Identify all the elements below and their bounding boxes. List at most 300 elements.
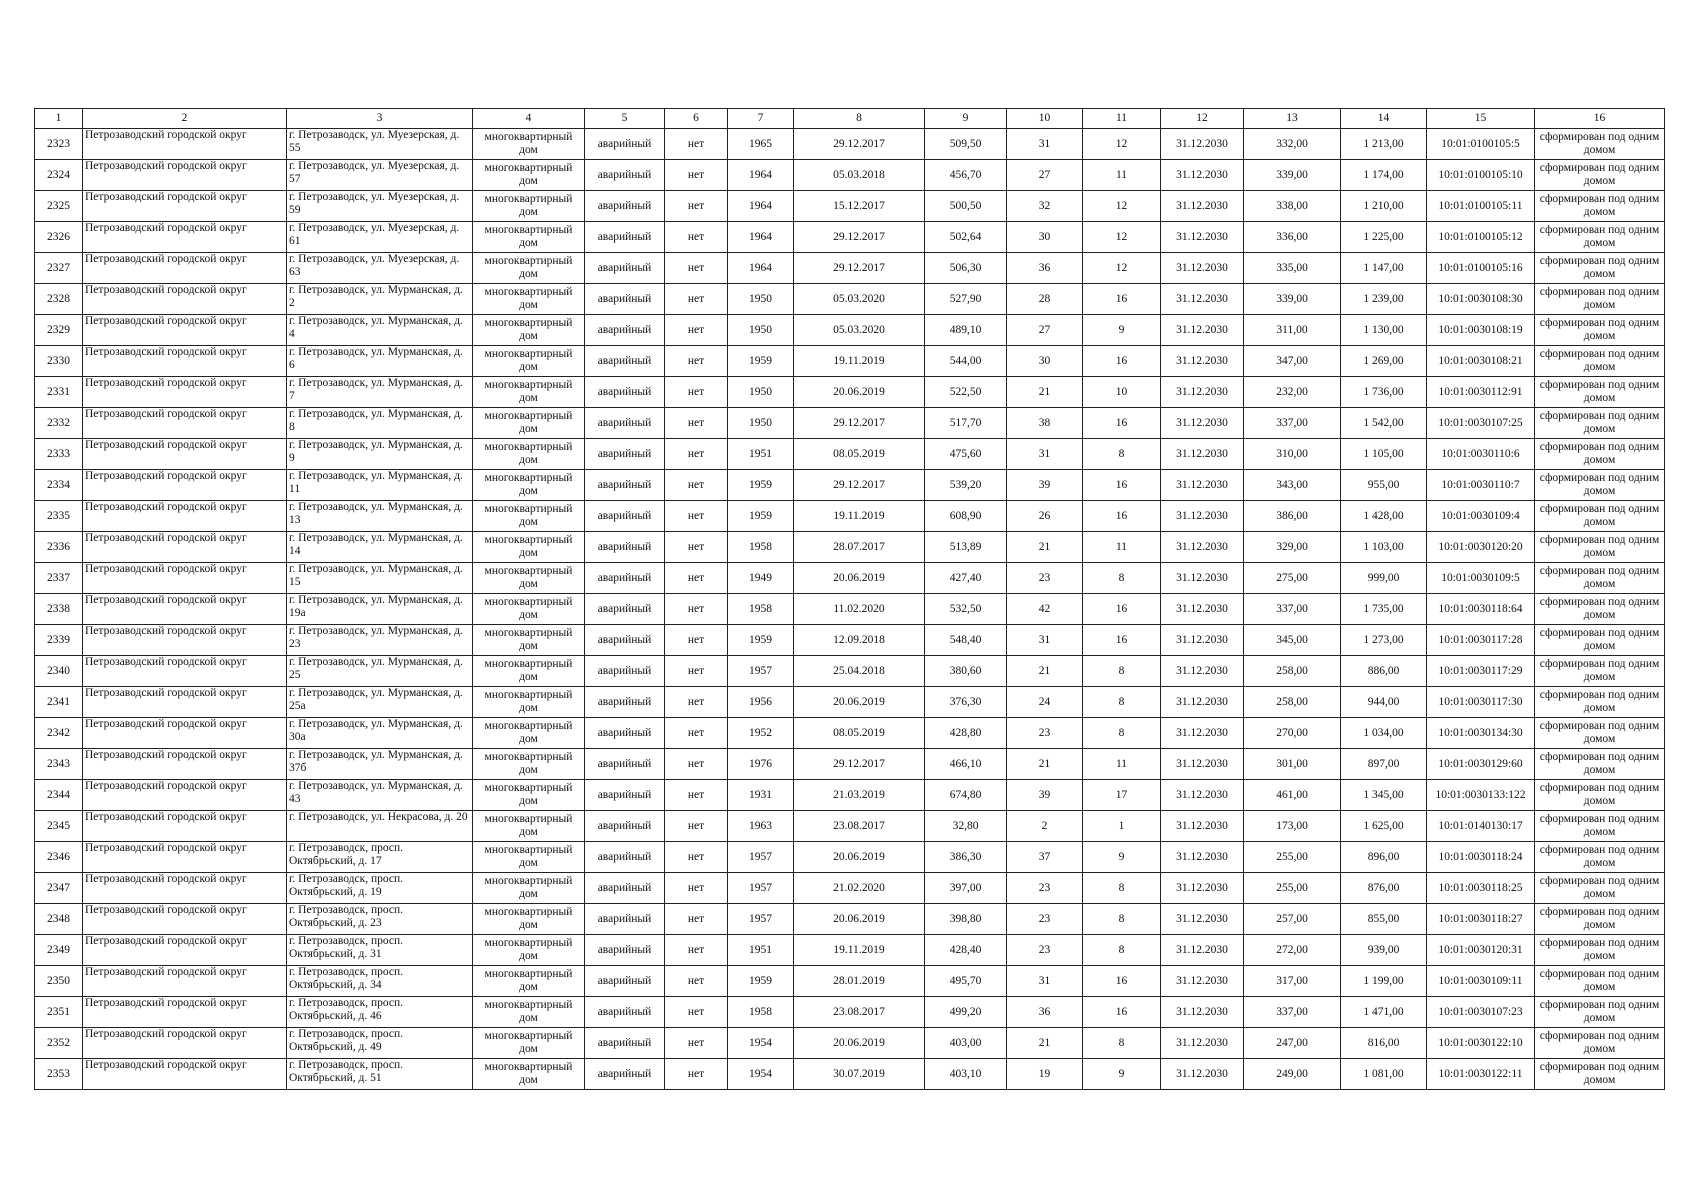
municipality-cell: Петрозаводский городской округ bbox=[83, 346, 287, 377]
building-type-cell: многоквартирный дом bbox=[473, 997, 585, 1028]
decision-date-cell: 29.12.2017 bbox=[794, 253, 925, 284]
condition-cell: аварийный bbox=[585, 966, 665, 997]
column-header: 1 bbox=[35, 109, 83, 129]
area-cell: 548,40 bbox=[925, 625, 1007, 656]
address-cell: г. Петрозаводск, просп. Октябрьский, д. 17 bbox=[287, 842, 473, 873]
apartments-cell: 16 bbox=[1083, 501, 1161, 532]
municipality-cell: Петрозаводский городской округ bbox=[83, 253, 287, 284]
municipality-cell: Петрозаводский городской округ bbox=[83, 594, 287, 625]
value-cell: 258,00 bbox=[1244, 656, 1341, 687]
address-cell: г. Петрозаводск, ул. Мурманская, д. 15 bbox=[287, 563, 473, 594]
apartments-cell: 11 bbox=[1083, 532, 1161, 563]
municipality-cell: Петрозаводский городской округ bbox=[83, 997, 287, 1028]
municipality-cell: Петрозаводский городской округ bbox=[83, 191, 287, 222]
status-cell: нет bbox=[665, 811, 728, 842]
municipality-cell: Петрозаводский городской округ bbox=[83, 160, 287, 191]
condition-cell: аварийный bbox=[585, 253, 665, 284]
value-cell: 232,00 bbox=[1244, 377, 1341, 408]
address-cell: г. Петрозаводск, ул. Мурманская, д. 25 bbox=[287, 656, 473, 687]
cadastral-number-cell: 10:01:0030108:19 bbox=[1427, 315, 1535, 346]
condition-cell: аварийный bbox=[585, 811, 665, 842]
cadastral-number-cell: 10:01:0100105:11 bbox=[1427, 191, 1535, 222]
value-cell: 461,00 bbox=[1244, 780, 1341, 811]
build-year-cell: 1964 bbox=[728, 222, 794, 253]
area-cell: 522,50 bbox=[925, 377, 1007, 408]
table-row bbox=[35, 563, 1665, 594]
condition-cell: аварийный bbox=[585, 408, 665, 439]
build-year-cell: 1959 bbox=[728, 501, 794, 532]
area-cell: 527,90 bbox=[925, 284, 1007, 315]
residents-cell: 30 bbox=[1007, 346, 1083, 377]
row-number-cell: 2327 bbox=[35, 253, 83, 284]
table-row bbox=[35, 997, 1665, 1028]
land-area-cell: 1 239,00 bbox=[1341, 284, 1427, 315]
land-area-cell: 1 103,00 bbox=[1341, 532, 1427, 563]
area-cell: 513,89 bbox=[925, 532, 1007, 563]
municipality-cell: Петрозаводский городской округ bbox=[83, 873, 287, 904]
build-year-cell: 1959 bbox=[728, 346, 794, 377]
condition-cell: аварийный bbox=[585, 625, 665, 656]
building-type-cell: многоквартирный дом bbox=[473, 1028, 585, 1059]
status-cell: нет bbox=[665, 780, 728, 811]
building-type-cell: многоквартирный дом bbox=[473, 408, 585, 439]
column-header: 8 bbox=[794, 109, 925, 129]
deadline-date-cell: 31.12.2030 bbox=[1161, 284, 1244, 315]
table-row bbox=[35, 935, 1665, 966]
address-cell: г. Петрозаводск, ул. Мурманская, д. 30а bbox=[287, 718, 473, 749]
land-area-cell: 1 130,00 bbox=[1341, 315, 1427, 346]
land-status-cell: сформирован под одним домом bbox=[1535, 873, 1665, 904]
address-cell: г. Петрозаводск, ул. Мурманская, д. 19а bbox=[287, 594, 473, 625]
area-cell: 506,30 bbox=[925, 253, 1007, 284]
condition-cell: аварийный bbox=[585, 315, 665, 346]
status-cell: нет bbox=[665, 222, 728, 253]
row-number-cell: 2323 bbox=[35, 129, 83, 160]
apartments-cell: 12 bbox=[1083, 191, 1161, 222]
area-cell: 502,64 bbox=[925, 222, 1007, 253]
value-cell: 257,00 bbox=[1244, 904, 1341, 935]
municipality-cell: Петрозаводский городской округ bbox=[83, 377, 287, 408]
cadastral-number-cell: 10:01:0100105:5 bbox=[1427, 129, 1535, 160]
address-cell: г. Петрозаводск, просп. Октябрьский, д. 19 bbox=[287, 873, 473, 904]
row-number-cell: 2347 bbox=[35, 873, 83, 904]
land-area-cell: 944,00 bbox=[1341, 687, 1427, 718]
decision-date-cell: 20.06.2019 bbox=[794, 1028, 925, 1059]
building-type-cell: многоквартирный дом bbox=[473, 439, 585, 470]
land-area-cell: 1 034,00 bbox=[1341, 718, 1427, 749]
apartments-cell: 9 bbox=[1083, 1059, 1161, 1090]
area-cell: 500,50 bbox=[925, 191, 1007, 222]
row-number-cell: 2340 bbox=[35, 656, 83, 687]
deadline-date-cell: 31.12.2030 bbox=[1161, 563, 1244, 594]
deadline-date-cell: 31.12.2030 bbox=[1161, 904, 1244, 935]
table-row bbox=[35, 191, 1665, 222]
land-status-cell: сформирован под одним домом bbox=[1535, 563, 1665, 594]
cadastral-number-cell: 10:01:0030108:21 bbox=[1427, 346, 1535, 377]
decision-date-cell: 30.07.2019 bbox=[794, 1059, 925, 1090]
residents-cell: 21 bbox=[1007, 656, 1083, 687]
value-cell: 337,00 bbox=[1244, 594, 1341, 625]
row-number-cell: 2326 bbox=[35, 222, 83, 253]
building-type-cell: многоквартирный дом bbox=[473, 470, 585, 501]
cadastral-number-cell: 10:01:0030108:30 bbox=[1427, 284, 1535, 315]
address-cell: г. Петрозаводск, просп. Октябрьский, д. 34 bbox=[287, 966, 473, 997]
value-cell: 345,00 bbox=[1244, 625, 1341, 656]
build-year-cell: 1958 bbox=[728, 997, 794, 1028]
cadastral-number-cell: 10:01:0100105:12 bbox=[1427, 222, 1535, 253]
address-cell: г. Петрозаводск, ул. Мурманская, д. 9 bbox=[287, 439, 473, 470]
area-cell: 475,60 bbox=[925, 439, 1007, 470]
condition-cell: аварийный bbox=[585, 160, 665, 191]
decision-date-cell: 25.04.2018 bbox=[794, 656, 925, 687]
land-status-cell: сформирован под одним домом bbox=[1535, 594, 1665, 625]
row-number-cell: 2348 bbox=[35, 904, 83, 935]
decision-date-cell: 29.12.2017 bbox=[794, 129, 925, 160]
table-row bbox=[35, 1028, 1665, 1059]
value-cell: 275,00 bbox=[1244, 563, 1341, 594]
row-number-cell: 2328 bbox=[35, 284, 83, 315]
address-cell: г. Петрозаводск, ул. Муезерская, д. 61 bbox=[287, 222, 473, 253]
row-number-cell: 2353 bbox=[35, 1059, 83, 1090]
value-cell: 258,00 bbox=[1244, 687, 1341, 718]
land-area-cell: 1 174,00 bbox=[1341, 160, 1427, 191]
building-type-cell: многоквартирный дом bbox=[473, 346, 585, 377]
value-cell: 301,00 bbox=[1244, 749, 1341, 780]
status-cell: нет bbox=[665, 191, 728, 222]
cadastral-number-cell: 10:01:0030110:7 bbox=[1427, 470, 1535, 501]
condition-cell: аварийный bbox=[585, 656, 665, 687]
residents-cell: 31 bbox=[1007, 439, 1083, 470]
building-type-cell: многоквартирный дом bbox=[473, 501, 585, 532]
residents-cell: 39 bbox=[1007, 780, 1083, 811]
row-number-cell: 2349 bbox=[35, 935, 83, 966]
land-status-cell: сформирован под одним домом bbox=[1535, 284, 1665, 315]
status-cell: нет bbox=[665, 997, 728, 1028]
building-type-cell: многоквартирный дом bbox=[473, 377, 585, 408]
decision-date-cell: 08.05.2019 bbox=[794, 439, 925, 470]
decision-date-cell: 20.06.2019 bbox=[794, 904, 925, 935]
decision-date-cell: 29.12.2017 bbox=[794, 222, 925, 253]
decision-date-cell: 28.07.2017 bbox=[794, 532, 925, 563]
deadline-date-cell: 31.12.2030 bbox=[1161, 935, 1244, 966]
building-type-cell: многоквартирный дом bbox=[473, 1059, 585, 1090]
row-number-cell: 2344 bbox=[35, 780, 83, 811]
status-cell: нет bbox=[665, 873, 728, 904]
municipality-cell: Петрозаводский городской округ bbox=[83, 563, 287, 594]
deadline-date-cell: 31.12.2030 bbox=[1161, 625, 1244, 656]
status-cell: нет bbox=[665, 129, 728, 160]
area-cell: 380,60 bbox=[925, 656, 1007, 687]
address-cell: г. Петрозаводск, ул. Мурманская, д. 6 bbox=[287, 346, 473, 377]
decision-date-cell: 05.03.2018 bbox=[794, 160, 925, 191]
deadline-date-cell: 31.12.2030 bbox=[1161, 873, 1244, 904]
table-row bbox=[35, 656, 1665, 687]
row-number-cell: 2345 bbox=[35, 811, 83, 842]
land-status-cell: сформирован под одним домом bbox=[1535, 191, 1665, 222]
land-status-cell: сформирован под одним домом bbox=[1535, 904, 1665, 935]
residents-cell: 23 bbox=[1007, 873, 1083, 904]
decision-date-cell: 20.06.2019 bbox=[794, 563, 925, 594]
value-cell: 339,00 bbox=[1244, 284, 1341, 315]
land-status-cell: сформирован под одним домом bbox=[1535, 408, 1665, 439]
value-cell: 386,00 bbox=[1244, 501, 1341, 532]
cadastral-number-cell: 10:01:0140130:17 bbox=[1427, 811, 1535, 842]
apartments-cell: 11 bbox=[1083, 160, 1161, 191]
deadline-date-cell: 31.12.2030 bbox=[1161, 346, 1244, 377]
residents-cell: 21 bbox=[1007, 377, 1083, 408]
decision-date-cell: 19.11.2019 bbox=[794, 935, 925, 966]
decision-date-cell: 05.03.2020 bbox=[794, 284, 925, 315]
build-year-cell: 1951 bbox=[728, 935, 794, 966]
build-year-cell: 1957 bbox=[728, 904, 794, 935]
apartments-cell: 10 bbox=[1083, 377, 1161, 408]
area-cell: 499,20 bbox=[925, 997, 1007, 1028]
apartments-cell: 8 bbox=[1083, 935, 1161, 966]
status-cell: нет bbox=[665, 284, 728, 315]
decision-date-cell: 21.03.2019 bbox=[794, 780, 925, 811]
cadastral-number-cell: 10:01:0100105:16 bbox=[1427, 253, 1535, 284]
area-cell: 428,40 bbox=[925, 935, 1007, 966]
building-type-cell: многоквартирный дом bbox=[473, 718, 585, 749]
table-row bbox=[35, 904, 1665, 935]
build-year-cell: 1958 bbox=[728, 594, 794, 625]
cadastral-number-cell: 10:01:0030129:60 bbox=[1427, 749, 1535, 780]
column-header: 6 bbox=[665, 109, 728, 129]
apartments-cell: 8 bbox=[1083, 687, 1161, 718]
residents-cell: 26 bbox=[1007, 501, 1083, 532]
building-type-cell: многоквартирный дом bbox=[473, 253, 585, 284]
status-cell: нет bbox=[665, 408, 728, 439]
status-cell: нет bbox=[665, 501, 728, 532]
municipality-cell: Петрозаводский городской округ bbox=[83, 625, 287, 656]
row-number-cell: 2342 bbox=[35, 718, 83, 749]
row-number-cell: 2324 bbox=[35, 160, 83, 191]
status-cell: нет bbox=[665, 625, 728, 656]
municipality-cell: Петрозаводский городской округ bbox=[83, 222, 287, 253]
address-cell: г. Петрозаводск, ул. Мурманская, д. 8 bbox=[287, 408, 473, 439]
address-cell: г. Петрозаводск, просп. Октябрьский, д. 31 bbox=[287, 935, 473, 966]
residents-cell: 42 bbox=[1007, 594, 1083, 625]
cadastral-number-cell: 10:01:0030118:25 bbox=[1427, 873, 1535, 904]
deadline-date-cell: 31.12.2030 bbox=[1161, 1059, 1244, 1090]
address-cell: г. Петрозаводск, просп. Октябрьский, д. 23 bbox=[287, 904, 473, 935]
decision-date-cell: 15.12.2017 bbox=[794, 191, 925, 222]
residents-cell: 36 bbox=[1007, 997, 1083, 1028]
column-header: 4 bbox=[473, 109, 585, 129]
cadastral-number-cell: 10:01:0100105:10 bbox=[1427, 160, 1535, 191]
apartments-cell: 17 bbox=[1083, 780, 1161, 811]
municipality-cell: Петрозаводский городской округ bbox=[83, 904, 287, 935]
deadline-date-cell: 31.12.2030 bbox=[1161, 160, 1244, 191]
deadline-date-cell: 31.12.2030 bbox=[1161, 687, 1244, 718]
land-status-cell: сформирован под одним домом bbox=[1535, 253, 1665, 284]
municipality-cell: Петрозаводский городской округ bbox=[83, 284, 287, 315]
address-cell: г. Петрозаводск, ул. Некрасова, д. 20 bbox=[287, 811, 473, 842]
column-header: 15 bbox=[1427, 109, 1535, 129]
status-cell: нет bbox=[665, 160, 728, 191]
address-cell: г. Петрозаводск, ул. Муезерская, д. 57 bbox=[287, 160, 473, 191]
value-cell: 338,00 bbox=[1244, 191, 1341, 222]
land-area-cell: 1 345,00 bbox=[1341, 780, 1427, 811]
building-type-cell: многоквартирный дом bbox=[473, 532, 585, 563]
apartments-cell: 8 bbox=[1083, 873, 1161, 904]
residents-cell: 2 bbox=[1007, 811, 1083, 842]
build-year-cell: 1931 bbox=[728, 780, 794, 811]
land-status-cell: сформирован под одним домом bbox=[1535, 997, 1665, 1028]
cadastral-number-cell: 10:01:0030120:20 bbox=[1427, 532, 1535, 563]
land-area-cell: 1 105,00 bbox=[1341, 439, 1427, 470]
table-row bbox=[35, 222, 1665, 253]
building-type-cell: многоквартирный дом bbox=[473, 191, 585, 222]
land-area-cell: 1 213,00 bbox=[1341, 129, 1427, 160]
municipality-cell: Петрозаводский городской округ bbox=[83, 501, 287, 532]
address-cell: г. Петрозаводск, ул. Мурманская, д. 25а bbox=[287, 687, 473, 718]
municipality-cell: Петрозаводский городской округ bbox=[83, 842, 287, 873]
row-number-cell: 2341 bbox=[35, 687, 83, 718]
area-cell: 489,10 bbox=[925, 315, 1007, 346]
status-cell: нет bbox=[665, 346, 728, 377]
condition-cell: аварийный bbox=[585, 718, 665, 749]
building-type-cell: многоквартирный дом bbox=[473, 284, 585, 315]
municipality-cell: Петрозаводский городской округ bbox=[83, 439, 287, 470]
decision-date-cell: 28.01.2019 bbox=[794, 966, 925, 997]
deadline-date-cell: 31.12.2030 bbox=[1161, 408, 1244, 439]
land-area-cell: 1 735,00 bbox=[1341, 594, 1427, 625]
residents-cell: 38 bbox=[1007, 408, 1083, 439]
table-row bbox=[35, 408, 1665, 439]
condition-cell: аварийный bbox=[585, 129, 665, 160]
municipality-cell: Петрозаводский городской округ bbox=[83, 1028, 287, 1059]
table-row bbox=[35, 811, 1665, 842]
land-status-cell: сформирован под одним домом bbox=[1535, 656, 1665, 687]
decision-date-cell: 20.06.2019 bbox=[794, 687, 925, 718]
land-area-cell: 1 147,00 bbox=[1341, 253, 1427, 284]
building-type-cell: многоквартирный дом bbox=[473, 873, 585, 904]
condition-cell: аварийный bbox=[585, 501, 665, 532]
land-status-cell: сформирован под одним домом bbox=[1535, 315, 1665, 346]
row-number-cell: 2343 bbox=[35, 749, 83, 780]
land-area-cell: 896,00 bbox=[1341, 842, 1427, 873]
decision-date-cell: 29.12.2017 bbox=[794, 749, 925, 780]
apartments-cell: 16 bbox=[1083, 997, 1161, 1028]
residents-cell: 23 bbox=[1007, 563, 1083, 594]
status-cell: нет bbox=[665, 439, 728, 470]
apartments-cell: 8 bbox=[1083, 439, 1161, 470]
municipality-cell: Петрозаводский городской округ bbox=[83, 656, 287, 687]
area-cell: 456,70 bbox=[925, 160, 1007, 191]
table-row bbox=[35, 470, 1665, 501]
condition-cell: аварийный bbox=[585, 687, 665, 718]
table-body bbox=[35, 129, 1665, 1090]
build-year-cell: 1965 bbox=[728, 129, 794, 160]
area-cell: 517,70 bbox=[925, 408, 1007, 439]
building-type-cell: многоквартирный дом bbox=[473, 966, 585, 997]
apartments-cell: 16 bbox=[1083, 470, 1161, 501]
land-status-cell: сформирован под одним домом bbox=[1535, 129, 1665, 160]
value-cell: 255,00 bbox=[1244, 842, 1341, 873]
residents-cell: 39 bbox=[1007, 470, 1083, 501]
land-status-cell: сформирован под одним домом bbox=[1535, 439, 1665, 470]
build-year-cell: 1963 bbox=[728, 811, 794, 842]
condition-cell: аварийный bbox=[585, 935, 665, 966]
value-cell: 317,00 bbox=[1244, 966, 1341, 997]
table-row bbox=[35, 873, 1665, 904]
apartments-cell: 8 bbox=[1083, 656, 1161, 687]
address-cell: г. Петрозаводск, ул. Мурманская, д. 14 bbox=[287, 532, 473, 563]
area-cell: 674,80 bbox=[925, 780, 1007, 811]
build-year-cell: 1957 bbox=[728, 656, 794, 687]
land-status-cell: сформирован под одним домом bbox=[1535, 501, 1665, 532]
value-cell: 337,00 bbox=[1244, 997, 1341, 1028]
municipality-cell: Петрозаводский городской округ bbox=[83, 1059, 287, 1090]
address-cell: г. Петрозаводск, ул. Мурманская, д. 13 bbox=[287, 501, 473, 532]
table-row bbox=[35, 687, 1665, 718]
cadastral-number-cell: 10:01:0030117:29 bbox=[1427, 656, 1535, 687]
value-cell: 337,00 bbox=[1244, 408, 1341, 439]
table-row bbox=[35, 966, 1665, 997]
residents-cell: 32 bbox=[1007, 191, 1083, 222]
residents-cell: 37 bbox=[1007, 842, 1083, 873]
cadastral-number-cell: 10:01:0030118:24 bbox=[1427, 842, 1535, 873]
condition-cell: аварийный bbox=[585, 749, 665, 780]
deadline-date-cell: 31.12.2030 bbox=[1161, 780, 1244, 811]
condition-cell: аварийный bbox=[585, 346, 665, 377]
value-cell: 272,00 bbox=[1244, 935, 1341, 966]
row-number-cell: 2338 bbox=[35, 594, 83, 625]
land-area-cell: 1 471,00 bbox=[1341, 997, 1427, 1028]
build-year-cell: 1959 bbox=[728, 625, 794, 656]
row-number-cell: 2352 bbox=[35, 1028, 83, 1059]
apartments-cell: 16 bbox=[1083, 594, 1161, 625]
table-row bbox=[35, 842, 1665, 873]
land-status-cell: сформирован под одним домом bbox=[1535, 470, 1665, 501]
decision-date-cell: 29.12.2017 bbox=[794, 470, 925, 501]
residents-cell: 27 bbox=[1007, 315, 1083, 346]
apartments-cell: 8 bbox=[1083, 718, 1161, 749]
table-row bbox=[35, 129, 1665, 160]
status-cell: нет bbox=[665, 253, 728, 284]
decision-date-cell: 21.02.2020 bbox=[794, 873, 925, 904]
cadastral-number-cell: 10:01:0030122:10 bbox=[1427, 1028, 1535, 1059]
residents-cell: 30 bbox=[1007, 222, 1083, 253]
condition-cell: аварийный bbox=[585, 842, 665, 873]
column-header: 14 bbox=[1341, 109, 1427, 129]
cadastral-number-cell: 10:01:0030117:28 bbox=[1427, 625, 1535, 656]
land-status-cell: сформирован под одним домом bbox=[1535, 1059, 1665, 1090]
building-type-cell: многоквартирный дом bbox=[473, 129, 585, 160]
municipality-cell: Петрозаводский городской округ bbox=[83, 315, 287, 346]
land-status-cell: сформирован под одним домом bbox=[1535, 625, 1665, 656]
column-header: 9 bbox=[925, 109, 1007, 129]
municipality-cell: Петрозаводский городской округ bbox=[83, 470, 287, 501]
address-cell: г. Петрозаводск, ул. Мурманская, д. 37б bbox=[287, 749, 473, 780]
land-area-cell: 1 273,00 bbox=[1341, 625, 1427, 656]
row-number-cell: 2330 bbox=[35, 346, 83, 377]
area-cell: 608,90 bbox=[925, 501, 1007, 532]
residents-cell: 31 bbox=[1007, 625, 1083, 656]
column-header: 16 bbox=[1535, 109, 1665, 129]
column-header: 3 bbox=[287, 109, 473, 129]
residents-cell: 31 bbox=[1007, 129, 1083, 160]
status-cell: нет bbox=[665, 563, 728, 594]
value-cell: 249,00 bbox=[1244, 1059, 1341, 1090]
build-year-cell: 1976 bbox=[728, 749, 794, 780]
value-cell: 311,00 bbox=[1244, 315, 1341, 346]
column-header: 13 bbox=[1244, 109, 1341, 129]
status-cell: нет bbox=[665, 718, 728, 749]
municipality-cell: Петрозаводский городской округ bbox=[83, 532, 287, 563]
residents-cell: 21 bbox=[1007, 1028, 1083, 1059]
